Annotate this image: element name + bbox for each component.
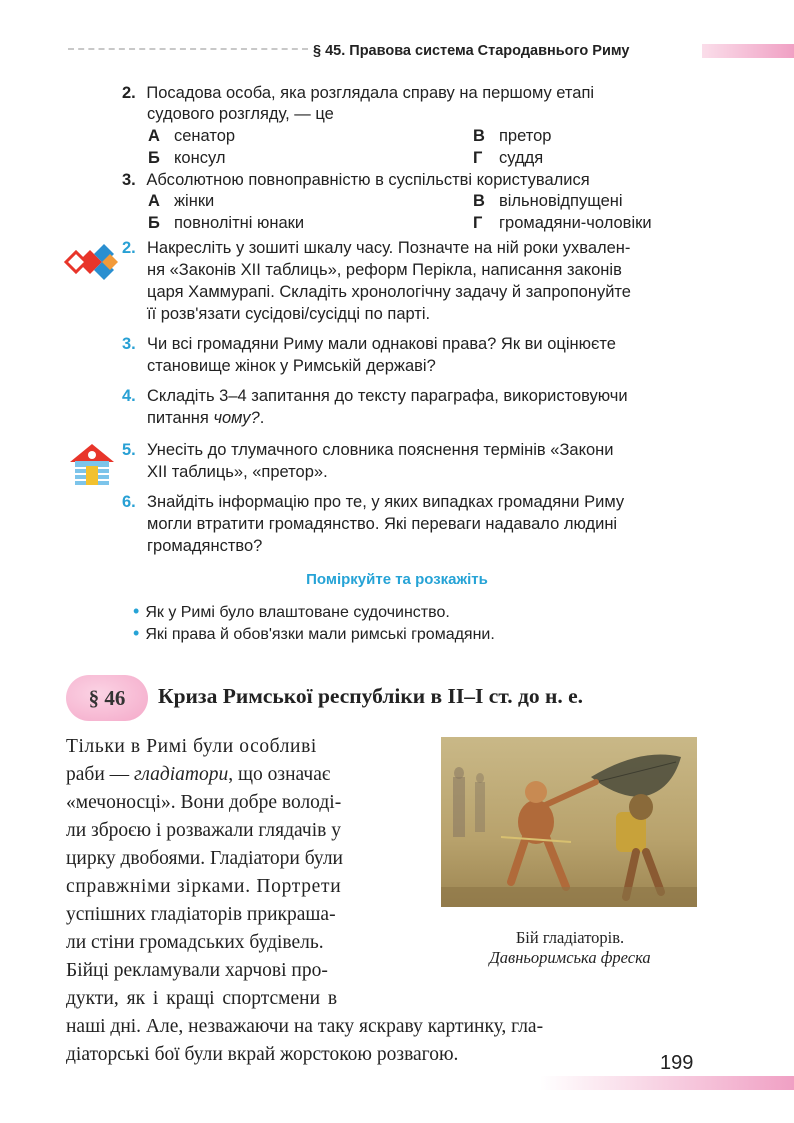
task-2-line-4: її розв'язати сусідові/сусідці по парті. bbox=[147, 305, 431, 323]
task-5-line-1: Унесіть до тлумачного словника пояснення термінів «Закони bbox=[147, 441, 614, 459]
q3-option-b: Б повнолітні юнаки bbox=[148, 214, 305, 232]
task-3-line-2: становище жінок у Римській державі? bbox=[147, 357, 436, 375]
image-caption-title: Бій гладіаторів. bbox=[515, 928, 625, 947]
question-2-line-2: судового розгляду, — це bbox=[147, 105, 334, 123]
body-line-2: раби — гладіатори, що означає bbox=[66, 764, 331, 785]
footer-gradient-bar bbox=[540, 1076, 794, 1090]
term-gladiators: гладіатори bbox=[134, 764, 229, 785]
section-badge: § 46 bbox=[66, 675, 148, 721]
body-line-10: дукти, як і кращі спортсмени в bbox=[66, 988, 338, 1009]
q3-option-v: В вільновідпущені bbox=[473, 192, 623, 210]
body-line-6: справжніми зірками. Портрети bbox=[66, 876, 342, 897]
task-5-line-2: XII таблиць», «претор». bbox=[147, 463, 328, 481]
think-bullet-1: • Як у Римі було влаштоване судочинство. bbox=[133, 601, 450, 621]
task-4-line-1: Складіть 3–4 запитання до тексту параграфа, використовуючи bbox=[147, 387, 628, 405]
body-line-4: ли зброєю і розважали глядачів у bbox=[66, 820, 341, 841]
italic-word: чому? bbox=[213, 409, 260, 427]
question-text: Абсолютною повноправністю в суспільстві користувалися bbox=[146, 171, 590, 189]
task-2-line-3: царя Хаммурапі. Складіть хронологічну задачу й запропонуйте bbox=[147, 283, 631, 301]
q2-option-g: Г суддя bbox=[473, 149, 544, 167]
body-line-9: Бійці рекламували харчові про- bbox=[66, 960, 328, 981]
task-3-line-1: Чи всі громадяни Риму мали однакові права? Як ви оцінюєте bbox=[147, 335, 616, 353]
task-4: 4. bbox=[122, 387, 136, 405]
gladiator-fresco-image bbox=[441, 737, 697, 907]
question-2 bbox=[122, 83, 702, 105]
image-caption-subtitle: Давньоримська фреска bbox=[489, 948, 651, 967]
body-line-3: «мечоносці». Вони добре володі- bbox=[66, 792, 342, 813]
question-number: 2. bbox=[122, 84, 136, 102]
task-2: 2. bbox=[122, 239, 136, 257]
task-5: 5. bbox=[122, 441, 136, 459]
q2-option-b: Б консул bbox=[148, 149, 226, 167]
body-line-1: Тільки в Римі були особливі bbox=[66, 736, 317, 757]
question-number: 3. bbox=[122, 171, 136, 189]
header-rule bbox=[68, 48, 308, 50]
body-line-7: успішних гладіаторів прикраша- bbox=[66, 904, 336, 925]
task-6-line-1: Знайдіть інформацію про те, у яких випадках громадяни Риму bbox=[147, 493, 625, 511]
body-line-5: цирку двобоями. Гладіатори були bbox=[66, 848, 343, 869]
page-number: 199 bbox=[660, 1052, 694, 1074]
task-2-line-2: ня «Законів XII таблиць», реформ Перікла, написання законів bbox=[147, 261, 622, 279]
task-6-line-3: громадянство? bbox=[147, 537, 263, 555]
body-line-11: наші дні. Але, незважаючи на таку яскраву картинку, гла- bbox=[66, 1016, 544, 1037]
question-text: Посадова особа, яка розглядала справу на першому етапі bbox=[146, 84, 595, 102]
task-4-line-2: питання чому?. bbox=[147, 409, 265, 427]
q2-option-a: А сенатор bbox=[148, 127, 236, 145]
think-bullet-2: • Які права й обов'язки мали римські громадяни. bbox=[133, 623, 495, 643]
task-3: 3. bbox=[122, 335, 136, 353]
task-2-line-1: Накресліть у зошиті шкалу часу. Позначте на ній роки ухвален- bbox=[147, 239, 631, 257]
think-heading: Поміркуйте та розкажіть bbox=[306, 571, 488, 588]
q3-option-a: А жінки bbox=[148, 192, 215, 210]
body-line-12: діаторські бої були вкрай жорстокою розвагою. bbox=[66, 1044, 459, 1065]
group-work-icon bbox=[64, 240, 122, 284]
running-header-title: § 45. Правова система Стародавнього Риму bbox=[313, 43, 630, 59]
q3-option-g: Г громадяни-чоловіки bbox=[473, 214, 652, 232]
q2-option-v: В претор bbox=[473, 127, 552, 145]
body-line-8: ли стіни громадських будівель. bbox=[66, 932, 324, 953]
task-6-line-2: могли втратити громадянство. Які переваги надавало людині bbox=[147, 515, 618, 533]
question-3 bbox=[122, 170, 590, 192]
home-task-icon bbox=[66, 440, 118, 488]
section-title: Криза Римської республіки в II–I ст. до н. е. bbox=[158, 684, 584, 708]
task-6: 6. bbox=[122, 493, 136, 511]
header-gradient-bar bbox=[702, 44, 794, 58]
